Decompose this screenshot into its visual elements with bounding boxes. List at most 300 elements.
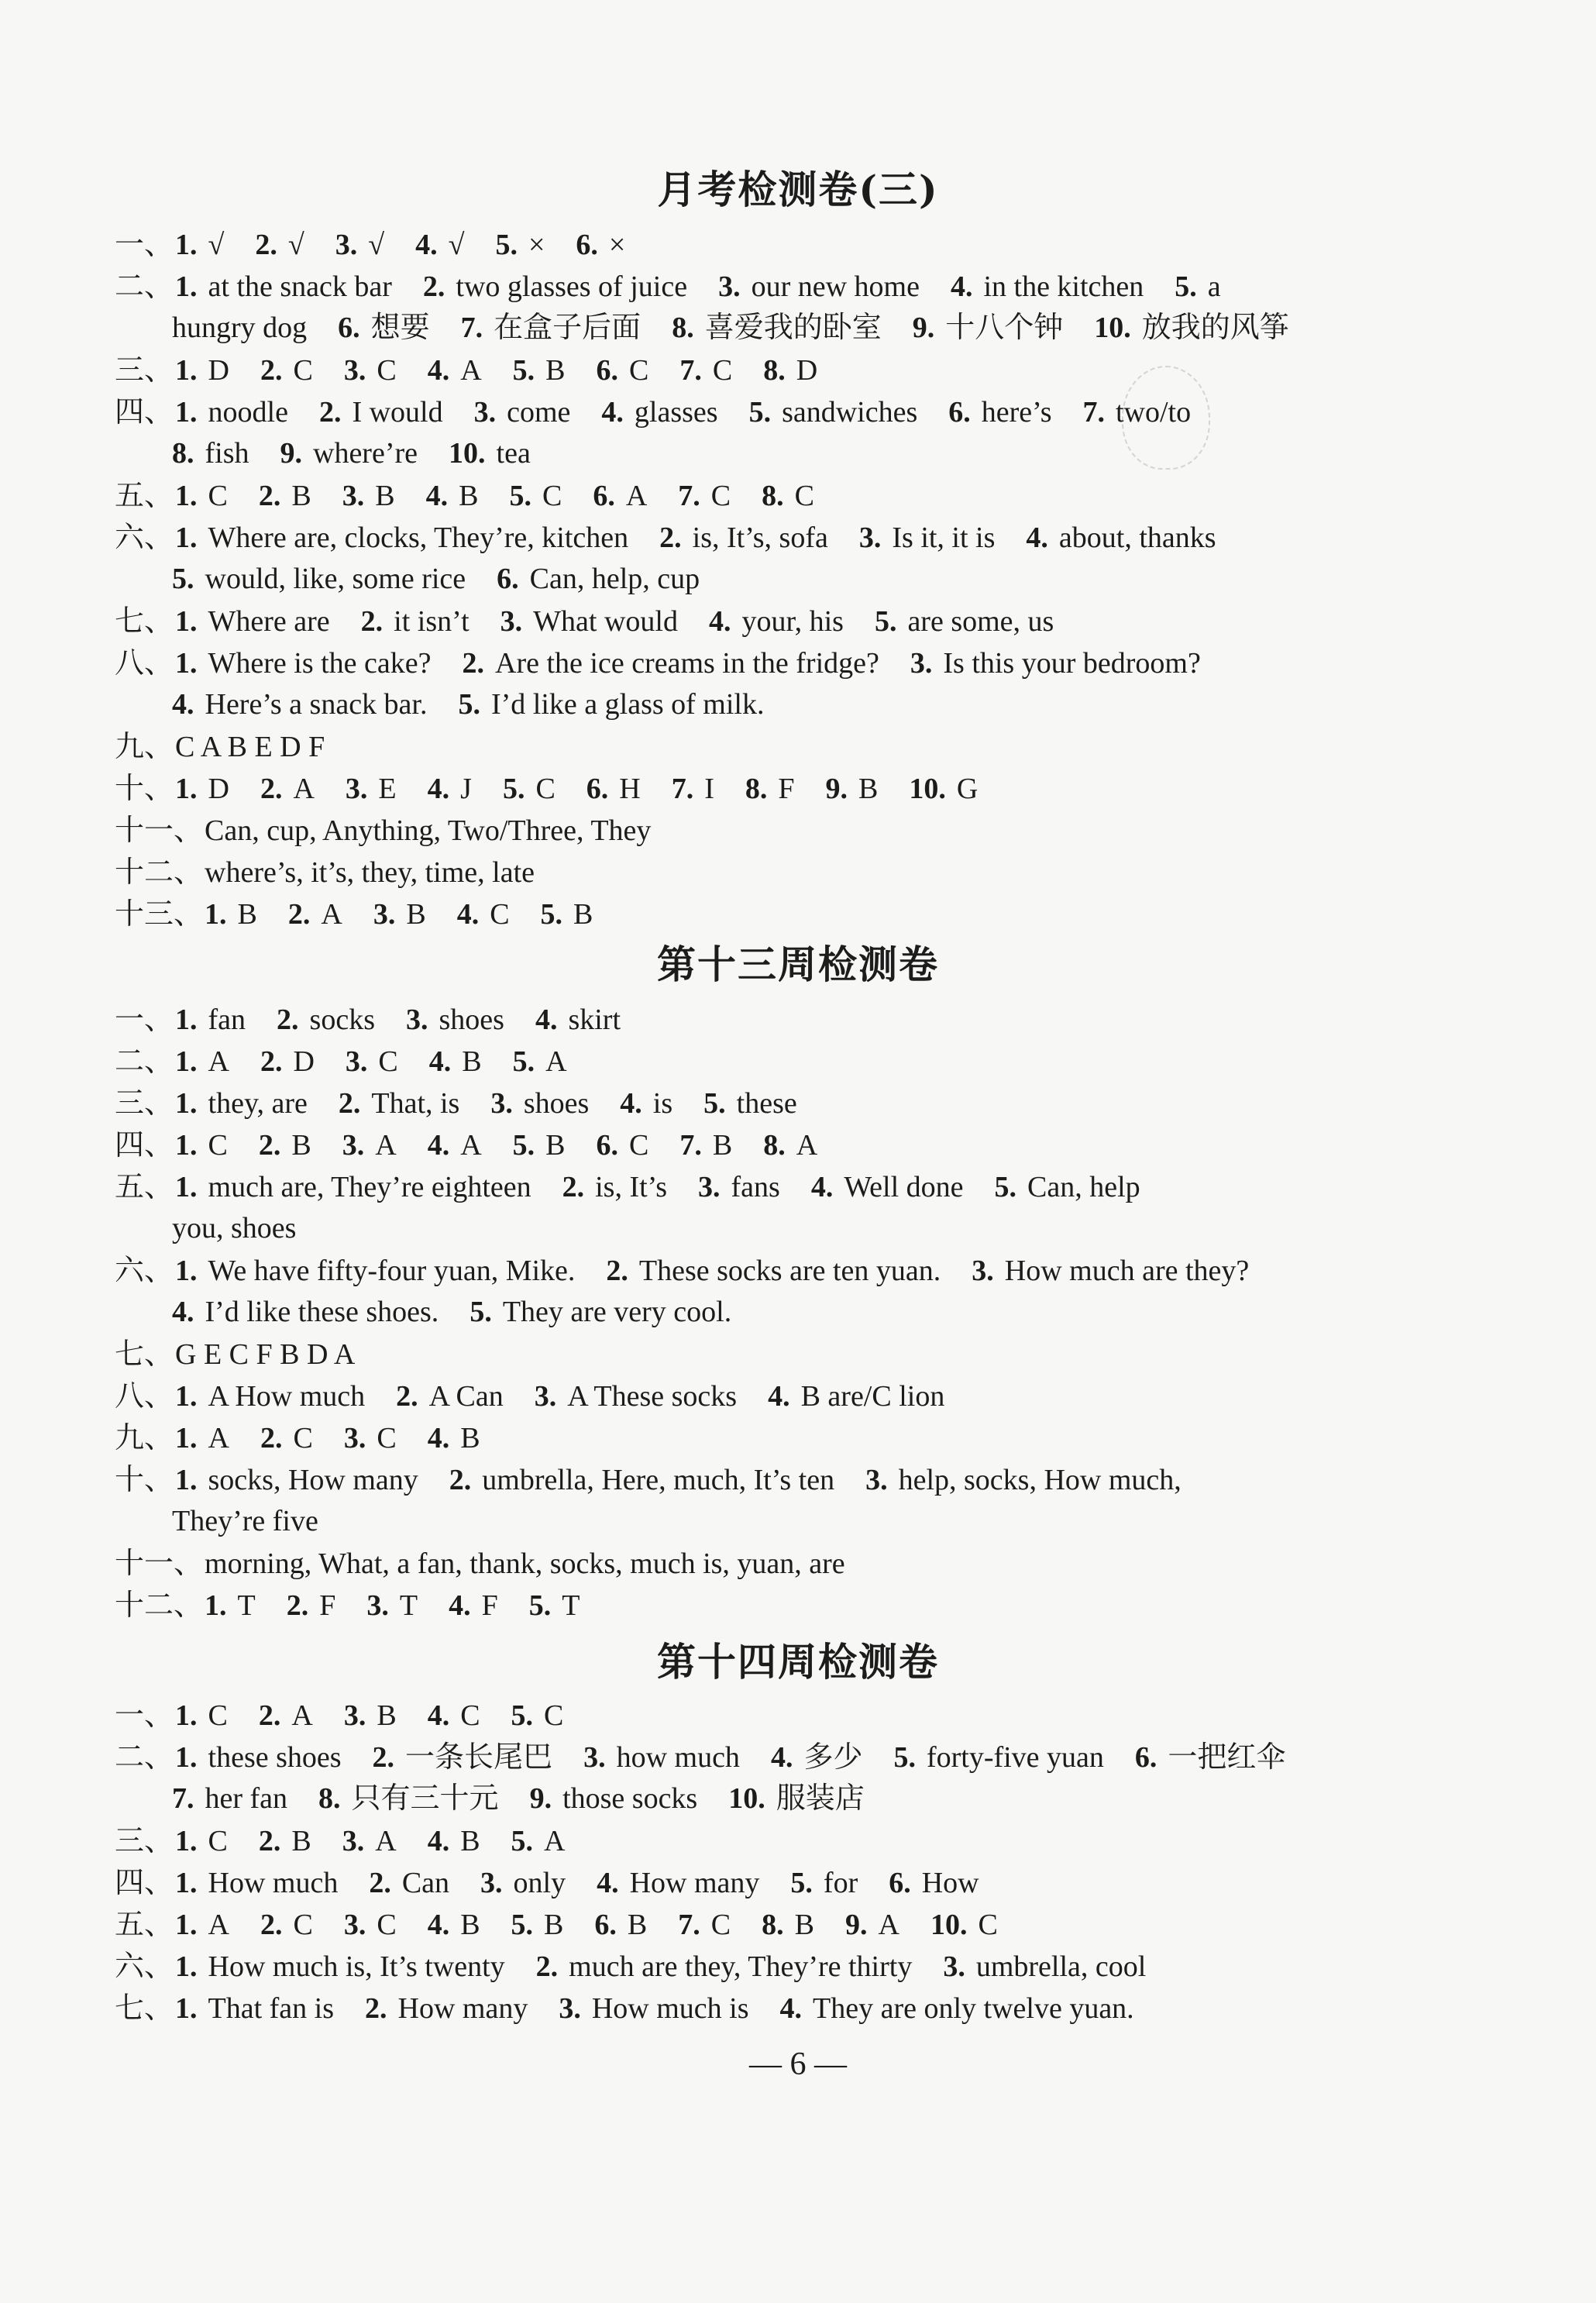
- item-number: 2.: [258, 1699, 281, 1732]
- answer-line-continued: [172, 1503, 318, 1539]
- item-number: 2.: [462, 647, 485, 680]
- item-number: 1.: [175, 1909, 198, 1941]
- item-number: 8.: [762, 1909, 784, 1941]
- answer-text: Can, help: [1027, 1171, 1140, 1203]
- answer-text: umbrella, cool: [975, 1950, 1147, 1983]
- item-number: 6.: [576, 229, 598, 261]
- item-number: 3.: [343, 1909, 366, 1941]
- item-number: 2.: [286, 1589, 309, 1622]
- answer-text: 一条长尾巴: [405, 1741, 553, 1774]
- answer-text: are some, us: [907, 605, 1054, 638]
- item-number: 3.: [865, 1464, 888, 1496]
- answer-line: [115, 1336, 355, 1372]
- item-number: 1.: [175, 1171, 198, 1203]
- answer-line: [115, 1739, 1285, 1775]
- answer-text: B: [712, 1129, 733, 1162]
- answer-text: B: [375, 480, 395, 512]
- item-number: 4.: [427, 773, 450, 805]
- answer-text: D: [208, 773, 229, 805]
- item-number: 3.: [858, 522, 882, 554]
- answer-text: T: [237, 1589, 256, 1622]
- answer-line: [115, 268, 1221, 304]
- question-group-label: 七、: [115, 604, 174, 638]
- answer-text: D: [293, 1045, 315, 1078]
- item-number: 1.: [175, 1699, 198, 1732]
- item-number: 5.: [874, 605, 897, 638]
- answer-text: is, It’s, sofa: [692, 522, 828, 554]
- item-number: 7.: [172, 1782, 194, 1815]
- item-number: 5.: [511, 1825, 534, 1857]
- answer-text: ×: [608, 229, 626, 261]
- answer-text: I’d like a glass of milk.: [491, 688, 765, 721]
- question-group-label: 十三、: [115, 897, 204, 931]
- answer-line: [115, 477, 814, 513]
- question-group-label: 二、: [115, 269, 174, 303]
- item-number: 4.: [810, 1171, 834, 1203]
- answer-text: A: [208, 1045, 229, 1078]
- answer-line: [115, 352, 817, 387]
- answer-text: C: [293, 1422, 313, 1454]
- answer-text: They’re five: [172, 1505, 318, 1537]
- answer-line: [115, 1823, 566, 1858]
- answer-text: They are very cool.: [502, 1296, 732, 1328]
- answer-text: I’d like these shoes.: [205, 1296, 439, 1328]
- answer-text: We have fifty-four yuan, Mike.: [208, 1255, 576, 1287]
- question-group-label: 二、: [115, 1044, 174, 1078]
- item-number: 1.: [175, 1255, 198, 1287]
- answer-text: √: [287, 229, 304, 261]
- answer-text: B: [291, 1129, 311, 1162]
- item-number: 1.: [175, 1950, 198, 1983]
- item-number: 2.: [258, 1129, 281, 1162]
- answer-text: B: [462, 1045, 482, 1078]
- answer-text: here’s: [981, 396, 1052, 429]
- answer-line: [115, 1545, 845, 1581]
- page-number: — 6 —: [749, 2047, 847, 2082]
- question-group-label: 九、: [115, 1420, 174, 1454]
- item-number: 3.: [342, 1825, 365, 1857]
- answer-line: [115, 1864, 979, 1900]
- answer-text: They are only twelve yuan.: [813, 1992, 1134, 2025]
- answer-text: how much: [616, 1741, 740, 1774]
- answer-text: they, are: [208, 1087, 308, 1120]
- answer-text: T: [562, 1589, 580, 1622]
- answer-line: [115, 226, 625, 262]
- item-number: 3.: [490, 1087, 513, 1120]
- answer-text: much are they, They’re thirty: [569, 1950, 913, 1983]
- question-group-label: 十二、: [115, 1588, 204, 1622]
- item-number: 1.: [175, 1867, 198, 1899]
- item-number: 4.: [768, 1380, 790, 1413]
- question-group-label: 一、: [115, 1698, 174, 1732]
- item-number: 1.: [175, 1825, 198, 1857]
- item-number: 2.: [659, 522, 682, 554]
- answer-text: sandwiches: [782, 396, 918, 429]
- item-number: 1.: [175, 1045, 198, 1078]
- answer-text: C: [710, 480, 731, 512]
- answer-text: B are/C lion: [800, 1380, 945, 1413]
- item-number: 4.: [770, 1741, 793, 1774]
- answer-text: B: [544, 1909, 564, 1941]
- item-number: 4.: [428, 1045, 452, 1078]
- answer-text: A: [375, 1825, 397, 1857]
- answer-text: F: [481, 1589, 498, 1622]
- answer-text: A: [293, 773, 315, 805]
- answer-text: A: [375, 1129, 397, 1162]
- answer-text: C: [629, 1129, 649, 1162]
- answer-line: [115, 1252, 1249, 1288]
- item-number: 9.: [844, 1909, 868, 1941]
- item-number: 5.: [893, 1741, 916, 1774]
- item-number: 5.: [495, 229, 518, 261]
- item-number: 10.: [930, 1909, 968, 1941]
- item-number: 3.: [406, 1003, 428, 1036]
- item-number: 2.: [258, 1825, 281, 1857]
- answer-text: D: [796, 354, 818, 387]
- answer-text: 想要: [370, 312, 430, 344]
- item-number: 2.: [369, 1867, 391, 1899]
- item-number: 5.: [512, 1129, 535, 1162]
- answer-text: those socks: [562, 1782, 698, 1815]
- answer-text: for: [823, 1867, 858, 1899]
- question-group-label: 十一、: [115, 813, 204, 847]
- item-number: 8.: [762, 480, 784, 512]
- item-number: 3.: [345, 1045, 368, 1078]
- item-number: 2.: [372, 1741, 395, 1774]
- item-number: 1.: [175, 354, 198, 387]
- answer-text: 在盒子后面: [494, 312, 641, 344]
- item-number: 1.: [205, 898, 227, 931]
- answer-text: 一把红伞: [1168, 1741, 1286, 1774]
- answer-text: noodle: [208, 396, 288, 429]
- answer-text: forty-five yuan: [926, 1741, 1104, 1774]
- item-number: 4.: [425, 480, 449, 512]
- question-group-label: 三、: [115, 1086, 174, 1120]
- item-number: 2.: [255, 229, 277, 261]
- question-group-label: 十、: [115, 771, 174, 805]
- answer-text: F: [319, 1589, 336, 1622]
- answer-text: socks: [309, 1003, 375, 1036]
- answer-text: her fan: [205, 1782, 288, 1815]
- question-group-label: 五、: [115, 478, 174, 512]
- answer-line-continued: [172, 561, 700, 597]
- item-number: 3.: [583, 1741, 606, 1774]
- item-number: 8.: [745, 773, 768, 805]
- answer-text: C: [629, 354, 649, 387]
- item-number: 6.: [497, 563, 519, 595]
- question-group-label: 四、: [115, 1865, 174, 1899]
- answer-line: [115, 1127, 817, 1162]
- item-number: 3.: [972, 1255, 994, 1287]
- item-number: 6.: [594, 1909, 617, 1941]
- answer-line-continued: [172, 1781, 865, 1816]
- section-title: 第十三周检测卷: [657, 942, 939, 987]
- question-group-label: 十一、: [115, 1546, 204, 1580]
- item-number: 2.: [277, 1003, 299, 1036]
- answer-text: C: [208, 1699, 228, 1732]
- answer-text: B: [460, 1422, 480, 1454]
- answer-text: C: [377, 1422, 397, 1454]
- answer-line: [115, 812, 651, 848]
- item-number: 5.: [509, 480, 531, 512]
- question-group-label: 四、: [115, 1127, 174, 1162]
- answer-text: A: [878, 1909, 899, 1941]
- item-number: 5.: [172, 563, 194, 595]
- answer-text: Can, cup, Anything, Two/Three, They: [205, 814, 652, 847]
- item-number: 1.: [175, 605, 198, 638]
- answer-text: morning, What, a fan, thank, socks, much is, yuan, are: [205, 1547, 845, 1580]
- item-number: 4.: [172, 1296, 194, 1328]
- answer-text: I: [704, 773, 714, 805]
- answer-text: B: [545, 1129, 566, 1162]
- item-number: 10.: [909, 773, 946, 805]
- item-number: 2.: [260, 1422, 283, 1454]
- answer-text: B: [237, 898, 257, 931]
- answer-line-continued: [172, 435, 531, 471]
- answer-text: skirt: [568, 1003, 621, 1036]
- answer-text: much are, They’re eighteen: [208, 1171, 531, 1203]
- item-number: 1.: [175, 522, 198, 554]
- item-number: 6.: [1134, 1741, 1157, 1774]
- answer-line: [115, 1420, 480, 1455]
- answer-text: These socks are ten yuan.: [638, 1255, 941, 1287]
- answer-line: [115, 896, 593, 931]
- question-group-label: 二、: [115, 1740, 174, 1774]
- answer-line: [115, 1990, 1134, 2026]
- answer-text: two glasses of juice: [456, 270, 688, 303]
- answer-text: A: [544, 1825, 566, 1857]
- item-number: 5.: [1175, 270, 1197, 303]
- section-title: 第十四周检测卷: [657, 1639, 939, 1685]
- answer-text: √: [368, 229, 385, 261]
- item-number: 4.: [172, 688, 194, 721]
- answer-text: √: [208, 229, 225, 261]
- answer-text: A: [321, 898, 342, 931]
- answer-text: Can, help, cup: [529, 563, 700, 595]
- answer-text: where’s, it’s, they, time, late: [205, 856, 535, 889]
- answer-text: 多少: [803, 1741, 863, 1774]
- item-number: 5.: [502, 773, 525, 805]
- item-number: 9.: [529, 1782, 552, 1815]
- answer-text: shoes: [523, 1087, 590, 1120]
- question-group-label: 八、: [115, 645, 174, 680]
- answer-text: C: [293, 1909, 313, 1941]
- item-number: 9.: [280, 437, 302, 470]
- item-number: 5.: [458, 688, 480, 721]
- item-number: 2.: [287, 898, 311, 931]
- answer-text: socks, How many: [208, 1464, 418, 1496]
- answer-text: B: [573, 898, 593, 931]
- answer-text: come: [507, 396, 571, 429]
- item-number: 2.: [260, 354, 283, 387]
- answer-line: [115, 1043, 567, 1079]
- item-number: 1.: [175, 1422, 198, 1454]
- question-group-label: 四、: [115, 394, 174, 429]
- question-group-label: 三、: [115, 353, 174, 387]
- question-group-label: 五、: [115, 1169, 174, 1203]
- item-number: 3.: [343, 354, 366, 387]
- item-number: 5.: [470, 1296, 492, 1328]
- item-number: 4.: [601, 396, 624, 429]
- item-number: 1.: [175, 773, 198, 805]
- answer-line-continued: [172, 687, 764, 722]
- answer-text: Where are, clocks, They’re, kitchen: [208, 522, 629, 554]
- answer-text: Is this your bedroom?: [943, 647, 1201, 680]
- answer-text: you, shoes: [172, 1212, 297, 1244]
- item-number: 2.: [260, 1909, 283, 1941]
- item-number: 7.: [678, 480, 700, 512]
- answer-line-continued: [172, 1294, 731, 1330]
- question-group-label: 三、: [115, 1823, 174, 1857]
- item-number: 5.: [703, 1087, 726, 1120]
- item-number: 4.: [427, 1129, 450, 1162]
- item-number: 7.: [460, 312, 483, 344]
- item-number: 3.: [698, 1171, 721, 1203]
- answer-text: G: [956, 773, 979, 805]
- item-number: 6.: [338, 312, 360, 344]
- answer-text: shoes: [439, 1003, 504, 1036]
- answer-line: [115, 1697, 563, 1733]
- item-number: 3.: [373, 898, 396, 931]
- answer-text: only: [513, 1867, 566, 1899]
- item-number: 3.: [342, 1129, 365, 1162]
- answer-text: where’re: [313, 437, 418, 470]
- answer-text: A: [796, 1129, 818, 1162]
- answer-text: That fan is: [208, 1992, 335, 2025]
- item-number: 2.: [258, 480, 281, 512]
- answer-text: help, socks, How much,: [898, 1464, 1182, 1496]
- item-number: 4.: [415, 229, 438, 261]
- answer-text: 服装店: [776, 1782, 865, 1815]
- item-number: 3.: [342, 480, 365, 512]
- item-number: 4.: [427, 1909, 450, 1941]
- item-number: 3.: [559, 1992, 581, 2025]
- answer-line-continued: [172, 310, 1289, 346]
- answer-text: C: [378, 1045, 398, 1078]
- answer-text: A Can: [428, 1380, 504, 1413]
- item-number: 6.: [593, 480, 615, 512]
- answer-text: F: [778, 773, 795, 805]
- item-number: 1.: [175, 1741, 198, 1774]
- answer-text: D: [208, 354, 229, 387]
- item-number: 4.: [427, 354, 450, 387]
- question-group-label: 十二、: [115, 855, 204, 889]
- answer-text: How much are they?: [1004, 1255, 1250, 1287]
- answer-text: B: [377, 1699, 397, 1732]
- answer-text: is: [652, 1087, 673, 1120]
- answer-text: C: [377, 1909, 397, 1941]
- answer-text: Here’s a snack bar.: [205, 688, 428, 721]
- answer-text: Are the ice creams in the fridge?: [495, 647, 879, 680]
- answer-text: fan: [208, 1003, 246, 1036]
- answer-text: H: [619, 773, 641, 805]
- question-group-label: 五、: [115, 1907, 174, 1941]
- question-group-label: 六、: [115, 1253, 174, 1287]
- answer-text: a: [1207, 270, 1221, 303]
- item-number: 2.: [338, 1087, 361, 1120]
- item-number: 5.: [994, 1171, 1016, 1203]
- answer-text: C: [710, 1909, 731, 1941]
- answer-text: C: [490, 898, 510, 931]
- answer-text: A: [625, 480, 648, 512]
- item-number: 2.: [422, 270, 445, 303]
- item-number: 5.: [540, 898, 563, 931]
- item-number: 1.: [175, 1380, 198, 1413]
- item-number: 4.: [456, 898, 480, 931]
- answer-text: would, like, some rice: [205, 563, 466, 595]
- answer-line: [115, 394, 1191, 429]
- answer-text: How much is: [591, 1992, 749, 2025]
- answer-text: C: [293, 354, 313, 387]
- answer-text: A These socks: [567, 1380, 738, 1413]
- item-number: 1.: [175, 1087, 198, 1120]
- answer-text: fish: [205, 437, 249, 470]
- item-number: 5.: [512, 354, 535, 387]
- question-group-label: 六、: [115, 520, 174, 554]
- item-number: 5.: [748, 396, 772, 429]
- item-number: 5.: [790, 1867, 813, 1899]
- item-number: 7.: [679, 1129, 702, 1162]
- answer-text: tea: [496, 437, 531, 470]
- item-number: 1.: [175, 1003, 198, 1036]
- answer-text: J: [460, 773, 472, 805]
- answer-text: G E C F B D A: [175, 1338, 356, 1371]
- item-number: 6.: [586, 773, 609, 805]
- answer-text: B: [291, 1825, 311, 1857]
- item-number: 7.: [678, 1909, 700, 1941]
- answer-text: hungry dog: [172, 312, 308, 344]
- answer-text: fans: [731, 1171, 780, 1203]
- item-number: 1.: [175, 270, 198, 303]
- section-title: 月考检测卷(三): [657, 167, 939, 212]
- answer-text: E: [378, 773, 397, 805]
- answer-line-continued: [172, 1210, 296, 1246]
- answer-text: Can: [401, 1867, 450, 1899]
- answer-text: C: [544, 1699, 564, 1732]
- answer-text: C: [460, 1699, 480, 1732]
- item-number: 3.: [366, 1589, 389, 1622]
- answer-text: two/to: [1115, 396, 1192, 429]
- item-number: 10.: [728, 1782, 765, 1815]
- answer-text: B: [460, 1909, 480, 1941]
- item-number: 1.: [205, 1589, 227, 1622]
- answer-text: B: [794, 1909, 814, 1941]
- answer-text: 十八个钟: [945, 312, 1064, 344]
- item-number: 3.: [500, 605, 523, 638]
- item-number: 9.: [825, 773, 848, 805]
- item-number: 4.: [535, 1003, 558, 1036]
- item-number: 5.: [511, 1699, 534, 1732]
- answer-text: these: [736, 1087, 797, 1120]
- answer-text: B: [627, 1909, 648, 1941]
- item-number: 5.: [511, 1909, 534, 1941]
- item-number: 7.: [679, 354, 702, 387]
- answer-text: 放我的风筝: [1141, 312, 1289, 344]
- item-number: 2.: [318, 396, 342, 429]
- item-number: 3.: [480, 1867, 503, 1899]
- answer-text: How much is, It’s twenty: [208, 1950, 505, 1983]
- item-number: 4.: [620, 1087, 642, 1120]
- item-number: 6.: [596, 354, 618, 387]
- item-number: 4.: [950, 270, 973, 303]
- item-number: 6.: [889, 1867, 911, 1899]
- item-number: 4.: [427, 1422, 450, 1454]
- answer-line: [115, 603, 1054, 639]
- question-group-label: 一、: [115, 227, 174, 261]
- answer-text: C A B E D F: [175, 731, 325, 763]
- answer-line: [115, 519, 1216, 555]
- answer-text: How many: [397, 1992, 528, 2025]
